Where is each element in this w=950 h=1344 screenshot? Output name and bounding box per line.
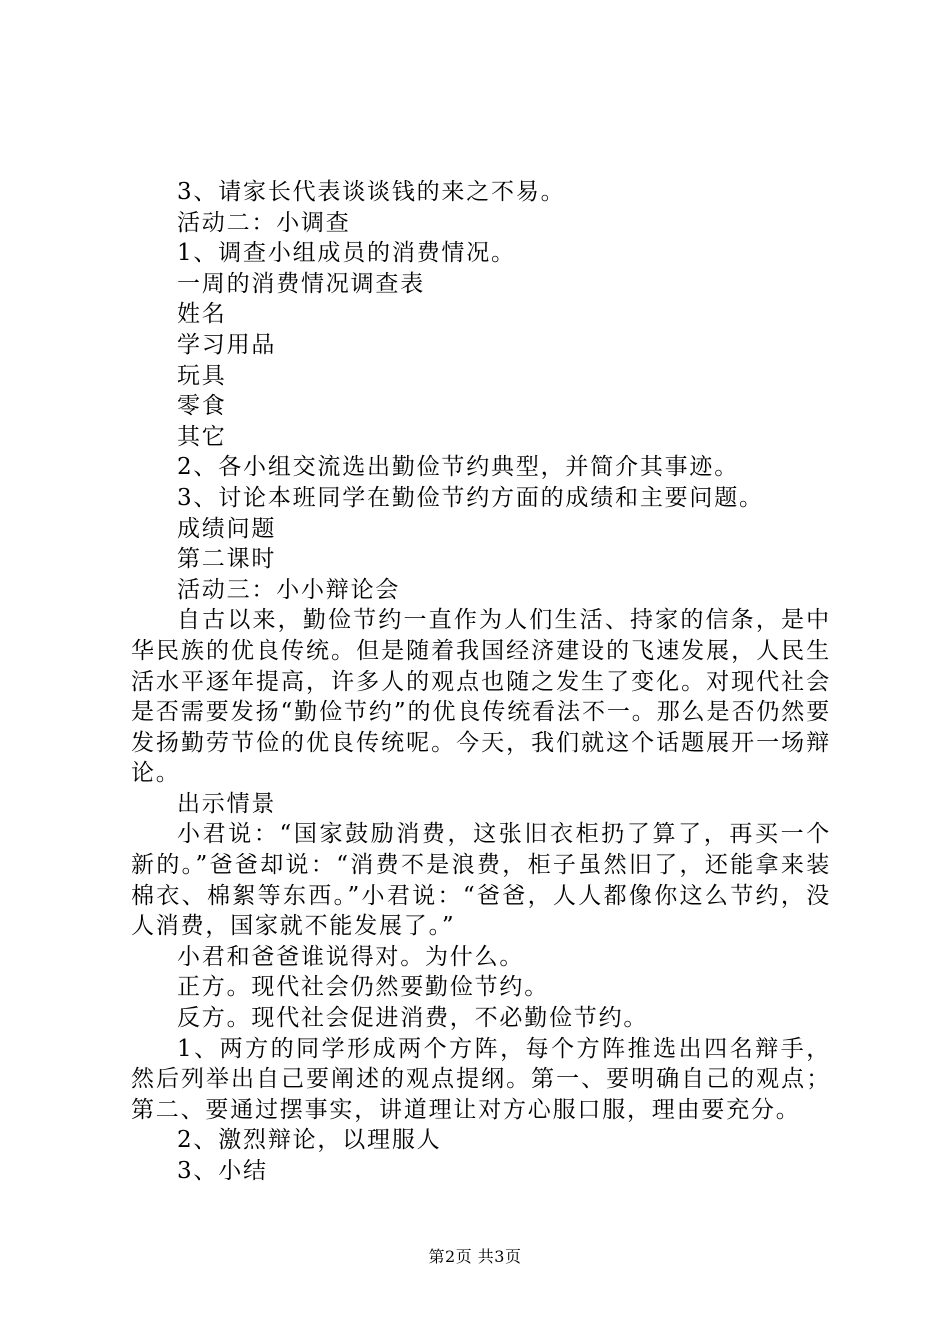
paragraph-scenario: 小君说：“国家鼓励消费，这张旧衣柜扔了算了，再买一个新的。”爸爸却说：“消费不是浪费，柜子虽然旧了，还能拿来装棉衣、棉絮等东西。”小君说：“爸爸，人人都像你这么节约，没人消费，国家就不能发展了。” — [131, 821, 831, 940]
text-line: 2、各小组交流选出勤俭节约典型，并简介其事迹。 — [177, 454, 740, 481]
section-heading: 活动二：小调查 — [177, 209, 351, 236]
text-line: 正方。现代社会仍然要勤俭节约。 — [177, 974, 549, 1001]
table-column-toys: 玩具 — [177, 362, 227, 389]
table-column-snacks: 零食 — [177, 393, 227, 420]
text-line: 小君和爸爸谁说得对。为什么。 — [177, 943, 525, 970]
text-line: 2、激烈辩论，以理服人 — [177, 1127, 442, 1154]
table-column-name: 姓名 — [177, 301, 227, 328]
text-line: 3、请家长代表谈谈钱的来之不易。 — [177, 179, 566, 205]
lesson-heading: 第二课时 — [177, 546, 277, 573]
text-line: 3、小结 — [177, 1158, 268, 1184]
text-line: 1、调查小组成员的消费情况。 — [177, 240, 516, 267]
text-line: 出示情景 — [177, 790, 277, 817]
table-column-supplies: 学习用品 — [177, 331, 277, 358]
paragraph-intro: 自古以来，勤俭节约一直作为人们生活、持家的信条，是中华民族的优良传统。但是随着我国经济建设的飞速发展，人民生活水平逐年提高，许多人的观点也随之发生了变化。对现代社会是否需要发扬“勤俭节约”的优良传统看法不一。那么是否仍然要发扬勤劳节俭的优良传统呢。今天，我们就这个话题展开一场辩论。 — [131, 607, 831, 787]
paragraph-rules: 1、两方的同学形成两个方阵，每个方阵推选出四名辩手，然后列举出自己要阐述的观点提纲。第一、要明确自己的观点；第二、要通过摆事实，讲道理让对方心服口服，理由要充分。 — [131, 1035, 831, 1123]
document-body — [131, 177, 831, 1187]
page-number: 第2页 共3页 — [428, 1247, 522, 1266]
table-title: 一周的消费情况调查表 — [177, 270, 425, 297]
text-line: 反方。现代社会促进消费，不必勤俭节约。 — [177, 1005, 649, 1032]
table-column-other: 其它 — [177, 423, 227, 450]
section-heading: 活动三：小小辩论会 — [177, 576, 401, 603]
text-line: 3、讨论本班同学在勤俭节约方面的成绩和主要问题。 — [177, 484, 764, 511]
text-line: 成绩问题 — [177, 515, 277, 542]
